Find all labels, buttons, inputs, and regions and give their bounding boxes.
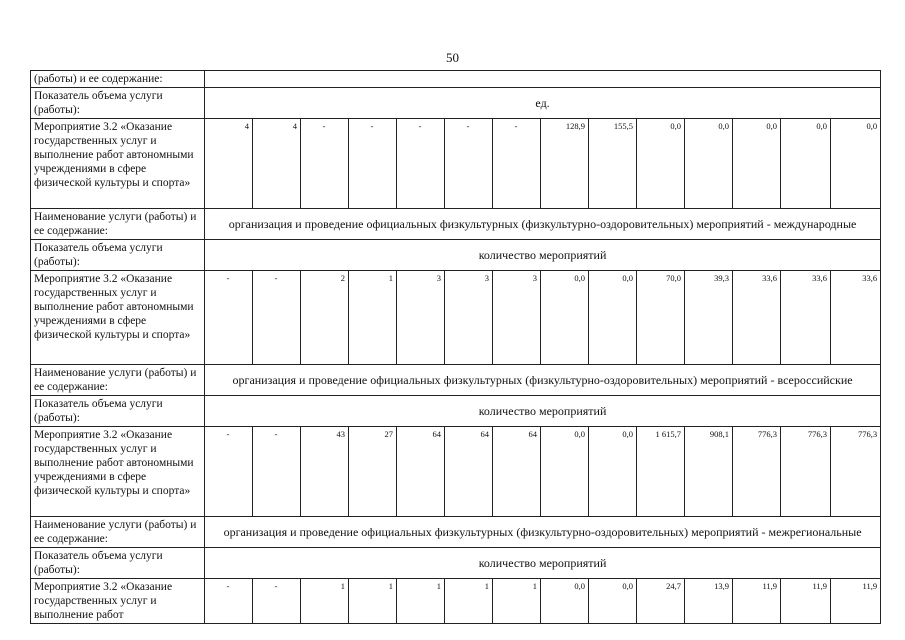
value-cell: 776,3 [831,427,881,517]
value-cell: 33,6 [831,271,881,365]
activity-label: Мероприятие 3.2 «Оказание государственных услуг и выполнение работ автономными учреждениями в сфере физической культуры и спорта» [31,427,205,517]
section-header-row [31,240,881,271]
data-row [31,427,881,517]
merged-value-cell: организация и проведение официальных физкультурных (физкультурно-оздоровительных) мероприятий - межрегиональные [205,517,881,548]
value-cell: - [205,579,253,624]
value-cell: 3 [397,271,445,365]
value-cell: 0,0 [541,579,589,624]
value-cell: 0,0 [589,427,637,517]
value-cell: 11,9 [831,579,881,624]
merged-value-cell: количество мероприятий [205,240,881,271]
activity-label: Мероприятие 3.2 «Оказание государственных услуг и выполнение работ [31,579,205,624]
row-label: Наименование услуги (работы) и ее содержание: [31,517,205,548]
activity-label: Мероприятие 3.2 «Оказание государственных услуг и выполнение работ автономными учреждениями в сфере физической культуры и спорта» [31,271,205,365]
value-cell: - [205,427,253,517]
value-cell: 1 [445,579,493,624]
value-cell: 1 [397,579,445,624]
section-header-row [31,209,881,240]
value-cell: 39,3 [685,271,733,365]
value-cell: 13,9 [685,579,733,624]
value-cell: 11,9 [781,579,831,624]
value-cell: 128,9 [541,119,589,209]
section-header-row [31,71,881,88]
row-label: Показатель объема услуги (работы): [31,548,205,579]
value-cell: 1 [301,579,349,624]
row-label: (работы) и ее содержание: [31,71,205,88]
value-cell: - [253,427,301,517]
value-cell: 0,0 [781,119,831,209]
value-cell: 0,0 [733,119,781,209]
section-header-row [31,365,881,396]
value-cell: 0,0 [637,119,685,209]
value-cell: - [349,119,397,209]
page-number: 50 [446,50,459,65]
row-label: Показатель объема услуги (работы): [31,396,205,427]
section-header-row [31,548,881,579]
data-row [31,579,881,624]
value-cell: 0,0 [541,271,589,365]
value-cell: 24,7 [637,579,685,624]
section-header-row [31,517,881,548]
value-cell: 11,9 [733,579,781,624]
value-cell: - [253,271,301,365]
data-row [31,119,881,209]
merged-value-cell: ед. [205,88,881,119]
value-cell: 43 [301,427,349,517]
value-cell: 3 [445,271,493,365]
value-cell: 2 [301,271,349,365]
row-label: Показатель объема услуги (работы): [31,240,205,271]
value-cell: 776,3 [781,427,831,517]
value-cell: 64 [493,427,541,517]
value-cell: 64 [397,427,445,517]
value-cell: 155,5 [589,119,637,209]
value-cell: 4 [205,119,253,209]
value-cell: - [445,119,493,209]
value-cell: 776,3 [733,427,781,517]
merged-value-cell: организация и проведение официальных физкультурных (физкультурно-оздоровительных) мероприятий - международные [205,209,881,240]
value-cell: 1 [349,271,397,365]
services-table [30,70,881,624]
section-header-row [31,88,881,119]
value-cell: 0,0 [589,579,637,624]
value-cell: - [397,119,445,209]
merged-value-cell: количество мероприятий [205,396,881,427]
row-label: Наименование услуги (работы) и ее содержание: [31,365,205,396]
activity-label: Мероприятие 3.2 «Оказание государственных услуг и выполнение работ автономными учреждениями в сфере физической культуры и спорта» [31,119,205,209]
value-cell: - [205,271,253,365]
value-cell: 64 [445,427,493,517]
value-cell: 4 [253,119,301,209]
section-header-row [31,396,881,427]
value-cell: 0,0 [831,119,881,209]
row-label: Наименование услуги (работы) и ее содержание: [31,209,205,240]
empty-merged-cell [205,71,881,88]
data-row [31,271,881,365]
value-cell: 0,0 [589,271,637,365]
row-label: Показатель объема услуги (работы): [31,88,205,119]
value-cell: 33,6 [733,271,781,365]
value-cell: - [493,119,541,209]
value-cell: 1 615,7 [637,427,685,517]
value-cell: 3 [493,271,541,365]
value-cell: 908,1 [685,427,733,517]
value-cell: 1 [349,579,397,624]
value-cell: 27 [349,427,397,517]
value-cell: 1 [493,579,541,624]
value-cell: 0,0 [685,119,733,209]
value-cell: - [253,579,301,624]
value-cell: - [301,119,349,209]
value-cell: 0,0 [541,427,589,517]
merged-value-cell: количество мероприятий [205,548,881,579]
value-cell: 33,6 [781,271,831,365]
value-cell: 70,0 [637,271,685,365]
merged-value-cell: организация и проведение официальных физкультурных (физкультурно-оздоровительных) мероприятий - всероссийские [205,365,881,396]
